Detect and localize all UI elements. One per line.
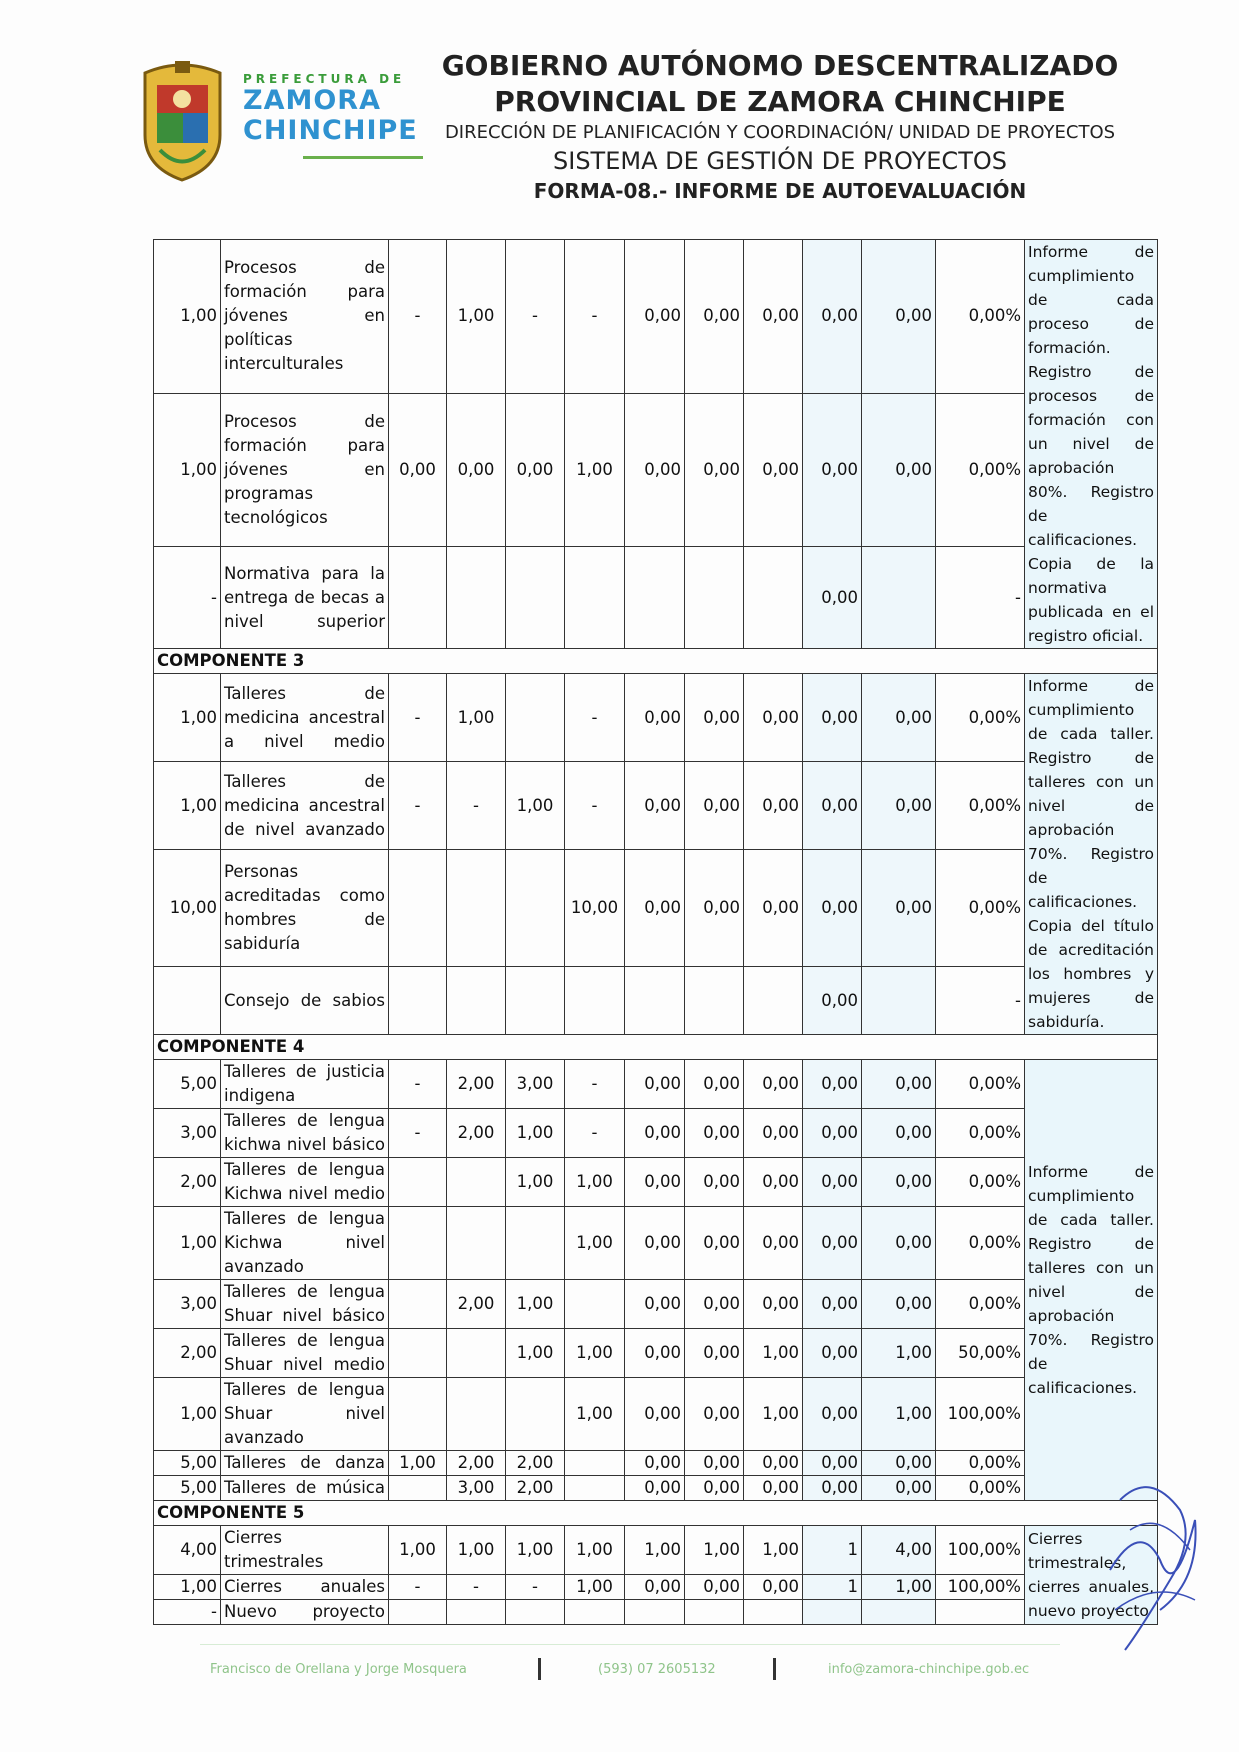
table-row: [154, 1451, 1158, 1476]
planned-q4-cell: -: [565, 674, 625, 762]
executed-q4-cell: 0,00: [803, 393, 862, 547]
table-row: [154, 1378, 1158, 1451]
verification-means-cell: Informe de cumplimiento de cada taller. Registro de talleres con un nivel de aprobación 70%. Registro de calificaciones.: [1025, 1060, 1158, 1501]
total-cell: [862, 967, 936, 1035]
activity-cell: Consejo de sabios: [221, 967, 389, 1035]
brand-underline: [303, 156, 423, 159]
footer-separator: [538, 1658, 541, 1680]
planned-q1-cell: -: [389, 1060, 447, 1109]
planned-q4-cell: [565, 1451, 625, 1476]
activity-cell: Talleres de medicina ancestral a nivel medio: [221, 674, 389, 762]
planned-q3-cell: -: [506, 1575, 565, 1600]
total-cell: 1,00: [862, 1378, 936, 1451]
title-line1: GOBIERNO AUTÓNOMO DESCENTRALIZADO: [441, 49, 1119, 82]
signature-stamp: [1100, 1460, 1210, 1660]
executed-q2-cell: 0,00: [685, 1060, 744, 1109]
planned-q2-cell: 2,00: [447, 1109, 506, 1158]
total-cell: 0,00: [862, 393, 936, 547]
planned-q1-cell: [389, 547, 447, 649]
form-name: FORMA-08.- INFORME DE AUTOEVALUACIÓN: [533, 179, 1027, 203]
brand-line1: ZAMORA: [243, 85, 381, 116]
planned-q2-cell: [447, 850, 506, 967]
executed-q2-cell: 0,00: [685, 1329, 744, 1378]
planned-q2-cell: 1,00: [447, 1526, 506, 1575]
planned-q2-cell: -: [447, 1575, 506, 1600]
table-row: [154, 1109, 1158, 1158]
planned-q3-cell: [506, 547, 565, 649]
component-label: COMPONENTE 5: [154, 1501, 1158, 1526]
executed-q3-cell: 0,00: [744, 240, 803, 394]
planned-q1-cell: [389, 1378, 447, 1451]
planned-q3-cell: [506, 1600, 565, 1625]
table-row: [154, 1575, 1158, 1600]
executed-q3-cell: [744, 1600, 803, 1625]
meta-cell: 5,00: [154, 1476, 221, 1501]
total-cell: [862, 547, 936, 649]
executed-q4-cell: 0,00: [803, 1060, 862, 1109]
activity-cell: Talleres de lengua Kichwa nivel avanzado: [221, 1207, 389, 1280]
meta-cell: 1,00: [154, 1575, 221, 1600]
executed-q3-cell: 0,00: [744, 1109, 803, 1158]
planned-q2-cell: 1,00: [447, 674, 506, 762]
activity-cell: Talleres de medicina ancestral de nivel avanzado: [221, 762, 389, 850]
component-label: COMPONENTE 3: [154, 649, 1158, 674]
total-cell: 0,00: [862, 762, 936, 850]
meta-cell: 1,00: [154, 1378, 221, 1451]
planned-q4-cell: -: [565, 240, 625, 394]
percent-cell: 0,00%: [936, 240, 1025, 394]
executed-q3-cell: 0,00: [744, 1207, 803, 1280]
verification-means-cell: Informe de cumplimiento de cada proceso de formación. Registro de procesos de formación con un nivel de aprobación 80%. Registro de calificaciones. Copia de la normativa publicada en el registro oficial.: [1025, 240, 1158, 649]
planned-q4-cell: 1,00: [565, 1207, 625, 1280]
planned-q3-cell: 1,00: [506, 1109, 565, 1158]
executed-q1-cell: 0,00: [625, 762, 685, 850]
percent-cell: -: [936, 547, 1025, 649]
activity-cell: Talleres de danza: [221, 1451, 389, 1476]
planned-q1-cell: [389, 1158, 447, 1207]
activity-cell: Talleres de lengua Shuar nivel avanzado: [221, 1378, 389, 1451]
planned-q3-cell: [506, 967, 565, 1035]
planned-q1-cell: [389, 1280, 447, 1329]
meta-cell: 4,00: [154, 1526, 221, 1575]
meta-cell: 3,00: [154, 1280, 221, 1329]
planned-q2-cell: [447, 1158, 506, 1207]
activity-cell: Personas acreditadas como hombres de sabiduría: [221, 850, 389, 967]
executed-q2-cell: 0,00: [685, 1158, 744, 1207]
executed-q1-cell: [625, 547, 685, 649]
percent-cell: 50,00%: [936, 1329, 1025, 1378]
table-row: [154, 674, 1158, 762]
activity-cell: Talleres de lengua kichwa nivel básico: [221, 1109, 389, 1158]
executed-q1-cell: 0,00: [625, 393, 685, 547]
executed-q2-cell: 0,00: [685, 762, 744, 850]
percent-cell: 0,00%: [936, 1280, 1025, 1329]
component-header-row: [154, 649, 1158, 674]
executed-q3-cell: 1,00: [744, 1329, 803, 1378]
table-row: [154, 1600, 1158, 1625]
planned-q1-cell: [389, 1207, 447, 1280]
percent-cell: 0,00%: [936, 393, 1025, 547]
executed-q2-cell: 0,00: [685, 1378, 744, 1451]
executed-q2-cell: 0,00: [685, 1207, 744, 1280]
table-row: [154, 850, 1158, 967]
planned-q4-cell: 1,00: [565, 1329, 625, 1378]
table-row: [154, 393, 1158, 547]
executed-q2-cell: 0,00: [685, 1280, 744, 1329]
table-row: [154, 240, 1158, 394]
planned-q2-cell: 2,00: [447, 1280, 506, 1329]
percent-cell: 0,00%: [936, 1109, 1025, 1158]
executed-q3-cell: 0,00: [744, 762, 803, 850]
activity-cell: Talleres de lengua Shuar nivel básico: [221, 1280, 389, 1329]
executed-q4-cell: 1: [803, 1575, 862, 1600]
total-cell: 1,00: [862, 1329, 936, 1378]
total-cell: [862, 1600, 936, 1625]
executed-q4-cell: 0,00: [803, 547, 862, 649]
total-cell: 0,00: [862, 1158, 936, 1207]
planned-q3-cell: 1,00: [506, 1280, 565, 1329]
activity-cell: Nuevo proyecto: [221, 1600, 389, 1625]
percent-cell: 100,00%: [936, 1378, 1025, 1451]
planned-q4-cell: 1,00: [565, 1378, 625, 1451]
planned-q3-cell: -: [506, 240, 565, 394]
planned-q1-cell: [389, 850, 447, 967]
total-cell: 0,00: [862, 1451, 936, 1476]
executed-q4-cell: 0,00: [803, 1280, 862, 1329]
executed-q2-cell: 0,00: [685, 393, 744, 547]
total-cell: 4,00: [862, 1526, 936, 1575]
executed-q3-cell: 1,00: [744, 1378, 803, 1451]
executed-q3-cell: [744, 547, 803, 649]
executed-q4-cell: 0,00: [803, 1109, 862, 1158]
planned-q2-cell: 2,00: [447, 1451, 506, 1476]
planned-q4-cell: [565, 967, 625, 1035]
executed-q3-cell: 1,00: [744, 1526, 803, 1575]
planned-q1-cell: [389, 1476, 447, 1501]
verification-means-cell: Cierres trimestrales, cierres anuales, nuevo proyecto: [1025, 1526, 1158, 1625]
planned-q1-cell: [389, 1600, 447, 1625]
planned-q4-cell: 1,00: [565, 1158, 625, 1207]
meta-cell: 2,00: [154, 1329, 221, 1378]
percent-cell: 0,00%: [936, 762, 1025, 850]
table-row: [154, 1280, 1158, 1329]
executed-q1-cell: 0,00: [625, 1109, 685, 1158]
table-row: [154, 547, 1158, 649]
executed-q1-cell: 0,00: [625, 1158, 685, 1207]
meta-cell: 5,00: [154, 1451, 221, 1476]
table-row: [154, 1526, 1158, 1575]
executed-q1-cell: 0,00: [625, 1451, 685, 1476]
table-row: [154, 1207, 1158, 1280]
planned-q2-cell: [447, 1207, 506, 1280]
verification-means-cell: Informe de cumplimiento de cada taller. Registro de talleres con un nivel de aprobación 70%. Registro de calificaciones. Copia del título de acreditación los hombres y mujeres de sabiduría.: [1025, 674, 1158, 1035]
executed-q1-cell: 0,00: [625, 1476, 685, 1501]
executed-q4-cell: 0,00: [803, 674, 862, 762]
executed-q4-cell: 0,00: [803, 762, 862, 850]
footer-separator: [773, 1658, 776, 1680]
activity-cell: Cierres trimestrales: [221, 1526, 389, 1575]
meta-cell: 1,00: [154, 674, 221, 762]
title-line2: PROVINCIAL DE ZAMORA CHINCHIPE: [494, 85, 1066, 118]
department: DIRECCIÓN DE PLANIFICACIÓN Y COORDINACIÓN/ UNIDAD DE PROYECTOS: [444, 122, 1116, 143]
executed-q3-cell: 0,00: [744, 1158, 803, 1207]
table-row: [154, 1476, 1158, 1501]
executed-q3-cell: 0,00: [744, 1060, 803, 1109]
executed-q1-cell: 0,00: [625, 1280, 685, 1329]
total-cell: 0,00: [862, 240, 936, 394]
planned-q4-cell: 1,00: [565, 393, 625, 547]
table-row: [154, 967, 1158, 1035]
activity-cell: Talleres de lengua Shuar nivel medio: [221, 1329, 389, 1378]
planned-q2-cell: [447, 1378, 506, 1451]
system-name: SISTEMA DE GESTIÓN DE PROYECTOS: [553, 147, 1007, 175]
brand-block: [243, 72, 423, 159]
activity-cell: Normativa para la entrega de becas a nivel superior: [221, 547, 389, 649]
planned-q1-cell: -: [389, 762, 447, 850]
planned-q1-cell: [389, 967, 447, 1035]
planned-q1-cell: -: [389, 1575, 447, 1600]
planned-q2-cell: 2,00: [447, 1060, 506, 1109]
brand-line2: CHINCHIPE: [243, 115, 418, 146]
executed-q3-cell: 0,00: [744, 393, 803, 547]
planned-q3-cell: 1,00: [506, 1329, 565, 1378]
planned-q4-cell: [565, 1476, 625, 1501]
activity-cell: Talleres de lengua Kichwa nivel medio: [221, 1158, 389, 1207]
planned-q3-cell: 2,00: [506, 1476, 565, 1501]
percent-cell: 100,00%: [936, 1575, 1025, 1600]
planned-q3-cell: [506, 1207, 565, 1280]
executed-q3-cell: 0,00: [744, 1280, 803, 1329]
meta-cell: 1,00: [154, 1207, 221, 1280]
executed-q4-cell: 0,00: [803, 850, 862, 967]
executed-q1-cell: 0,00: [625, 674, 685, 762]
total-cell: 0,00: [862, 1060, 936, 1109]
planned-q2-cell: 0,00: [447, 393, 506, 547]
total-cell: 0,00: [862, 1476, 936, 1501]
executed-q4-cell: 0,00: [803, 1207, 862, 1280]
planned-q2-cell: 1,00: [447, 240, 506, 394]
executed-q3-cell: 0,00: [744, 1476, 803, 1501]
percent-cell: [936, 1600, 1025, 1625]
planned-q1-cell: 0,00: [389, 393, 447, 547]
planned-q3-cell: 1,00: [506, 1526, 565, 1575]
executed-q2-cell: 0,00: [685, 1575, 744, 1600]
executed-q4-cell: [803, 1600, 862, 1625]
executed-q4-cell: 0,00: [803, 967, 862, 1035]
meta-cell: 1,00: [154, 762, 221, 850]
brand-small: PREFECTURA DE: [243, 72, 406, 86]
footer-address: Francisco de Orellana y Jorge Mosquera: [210, 1662, 467, 1677]
executed-q1-cell: 0,00: [625, 1060, 685, 1109]
planned-q3-cell: 0,00: [506, 393, 565, 547]
executed-q4-cell: 0,00: [803, 1378, 862, 1451]
planned-q4-cell: 1,00: [565, 1526, 625, 1575]
table-row: [154, 762, 1158, 850]
executed-q1-cell: 0,00: [625, 1378, 685, 1451]
document-header: [430, 48, 1130, 203]
planned-q1-cell: -: [389, 674, 447, 762]
planned-q4-cell: -: [565, 1060, 625, 1109]
meta-cell: 1,00: [154, 240, 221, 394]
planned-q2-cell: [447, 1329, 506, 1378]
planned-q3-cell: 3,00: [506, 1060, 565, 1109]
percent-cell: 0,00%: [936, 1451, 1025, 1476]
total-cell: 0,00: [862, 1207, 936, 1280]
executed-q1-cell: 0,00: [625, 1575, 685, 1600]
meta-cell: 2,00: [154, 1158, 221, 1207]
executed-q2-cell: 0,00: [685, 240, 744, 394]
executed-q2-cell: 1,00: [685, 1526, 744, 1575]
executed-q1-cell: 0,00: [625, 850, 685, 967]
planned-q3-cell: 1,00: [506, 1158, 565, 1207]
total-cell: 1,00: [862, 1575, 936, 1600]
footer-phone: (593) 07 2605132: [598, 1662, 716, 1677]
executed-q3-cell: 0,00: [744, 1451, 803, 1476]
component-header-row: [154, 1501, 1158, 1526]
total-cell: 0,00: [862, 1280, 936, 1329]
planned-q4-cell: -: [565, 1109, 625, 1158]
executed-q2-cell: 0,00: [685, 674, 744, 762]
meta-cell: 3,00: [154, 1109, 221, 1158]
meta-cell: 1,00: [154, 393, 221, 547]
percent-cell: 0,00%: [936, 674, 1025, 762]
planned-q4-cell: -: [565, 762, 625, 850]
executed-q1-cell: 0,00: [625, 1207, 685, 1280]
planned-q1-cell: -: [389, 1109, 447, 1158]
planned-q4-cell: [565, 1280, 625, 1329]
executed-q1-cell: 1,00: [625, 1526, 685, 1575]
planned-q2-cell: 3,00: [447, 1476, 506, 1501]
planned-q1-cell: 1,00: [389, 1451, 447, 1476]
percent-cell: 0,00%: [936, 1060, 1025, 1109]
meta-cell: -: [154, 1600, 221, 1625]
executed-q4-cell: 1: [803, 1526, 862, 1575]
activity-cell: Procesos de formación para jóvenes en programas tecnológicos: [221, 393, 389, 547]
executed-q1-cell: 0,00: [625, 1329, 685, 1378]
planned-q1-cell: [389, 1329, 447, 1378]
executed-q3-cell: [744, 967, 803, 1035]
planned-q2-cell: -: [447, 762, 506, 850]
total-cell: 0,00: [862, 850, 936, 967]
total-cell: 0,00: [862, 674, 936, 762]
table-row: [154, 1329, 1158, 1378]
footer-email: info@zamora-chinchipe.gob.ec: [828, 1662, 1030, 1677]
executed-q4-cell: 0,00: [803, 1329, 862, 1378]
planned-q2-cell: [447, 547, 506, 649]
executed-q1-cell: [625, 1600, 685, 1625]
executed-q2-cell: 0,00: [685, 1451, 744, 1476]
meta-cell: 10,00: [154, 850, 221, 967]
planned-q4-cell: [565, 547, 625, 649]
executed-q2-cell: [685, 1600, 744, 1625]
planned-q2-cell: [447, 1600, 506, 1625]
planned-q2-cell: [447, 967, 506, 1035]
percent-cell: 0,00%: [936, 1207, 1025, 1280]
executed-q2-cell: [685, 967, 744, 1035]
planned-q4-cell: 1,00: [565, 1575, 625, 1600]
executed-q4-cell: 0,00: [803, 1476, 862, 1501]
executed-q2-cell: 0,00: [685, 1109, 744, 1158]
planned-q4-cell: [565, 1600, 625, 1625]
meta-cell: [154, 967, 221, 1035]
executed-q1-cell: [625, 967, 685, 1035]
executed-q2-cell: 0,00: [685, 1476, 744, 1501]
component-header-row: [154, 1035, 1158, 1060]
percent-cell: 0,00%: [936, 1158, 1025, 1207]
percent-cell: 0,00%: [936, 1476, 1025, 1501]
component-label: COMPONENTE 4: [154, 1035, 1158, 1060]
executed-q3-cell: 0,00: [744, 850, 803, 967]
executed-q4-cell: 0,00: [803, 240, 862, 394]
planned-q1-cell: 1,00: [389, 1526, 447, 1575]
planned-q3-cell: [506, 674, 565, 762]
planned-q1-cell: -: [389, 240, 447, 394]
table-row: [154, 1158, 1158, 1207]
planned-q3-cell: [506, 1378, 565, 1451]
executed-q4-cell: 0,00: [803, 1451, 862, 1476]
prefecture-shield-logo: [135, 55, 230, 185]
meta-cell: -: [154, 547, 221, 649]
total-cell: 0,00: [862, 1109, 936, 1158]
percent-cell: 100,00%: [936, 1526, 1025, 1575]
executed-q1-cell: 0,00: [625, 240, 685, 394]
executed-q2-cell: 0,00: [685, 850, 744, 967]
executed-q2-cell: [685, 547, 744, 649]
table-row: [154, 1060, 1158, 1109]
activity-cell: Cierres anuales: [221, 1575, 389, 1600]
executed-q3-cell: 0,00: [744, 1575, 803, 1600]
percent-cell: -: [936, 967, 1025, 1035]
executed-q4-cell: 0,00: [803, 1158, 862, 1207]
evaluation-table: [153, 239, 1158, 1625]
activity-cell: Talleres de justicia indigena: [221, 1060, 389, 1109]
executed-q3-cell: 0,00: [744, 674, 803, 762]
planned-q3-cell: 1,00: [506, 762, 565, 850]
activity-cell: Talleres de música: [221, 1476, 389, 1501]
planned-q4-cell: 10,00: [565, 850, 625, 967]
footer-rule: [200, 1644, 1060, 1645]
meta-cell: 5,00: [154, 1060, 221, 1109]
planned-q3-cell: [506, 850, 565, 967]
planned-q3-cell: 2,00: [506, 1451, 565, 1476]
activity-cell: Procesos de formación para jóvenes en políticas interculturales: [221, 240, 389, 394]
percent-cell: 0,00%: [936, 850, 1025, 967]
